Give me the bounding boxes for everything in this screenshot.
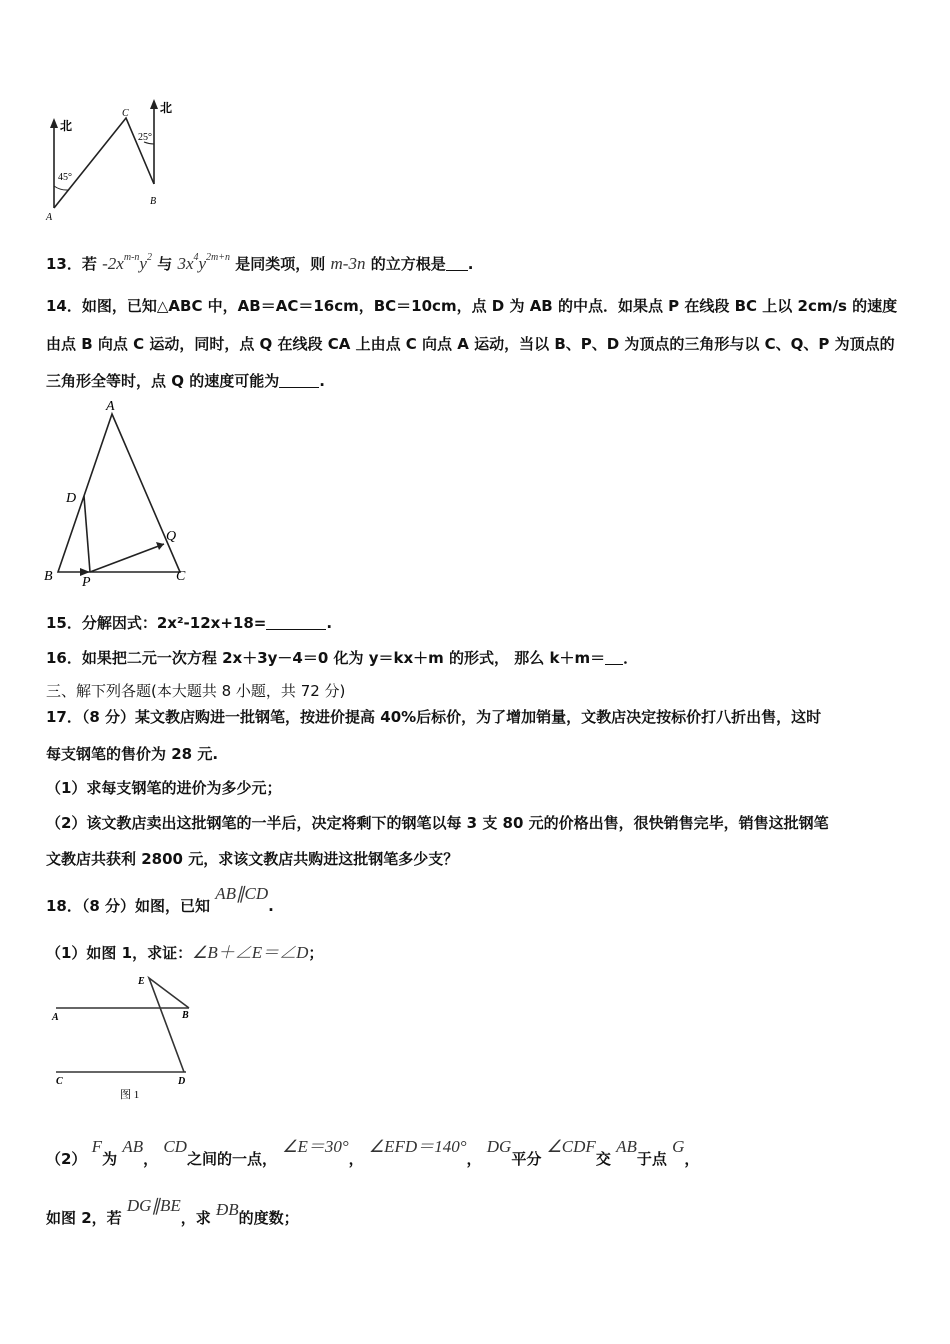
point-b-label: B <box>150 196 157 207</box>
section-3-heading: 三、解下列各题(本大题共 8 小题，共 72 分) <box>46 682 346 700</box>
fig1-label-d: D <box>178 1076 186 1087</box>
label-b: B <box>44 569 53 584</box>
question-13: 13．若 $-2x^{m-n}y^2$ 与 $3x^4y^{2m+n}$ 是同类项，则 m-3n 的立方根是 . <box>46 252 474 273</box>
point-a-label: A <box>46 212 53 222</box>
angle-label-45: 45° <box>58 172 72 183</box>
question-18-figure-2: 如图 2，若 DG∥BE，求 ÐB的度数； <box>46 1196 299 1227</box>
question-17-line-1: 17．（8 分）某文教店购进一批钢笔，按进价提高 40%后标价，为了增加销量，文教店决定按标价打八折出售，这时 <box>46 708 822 726</box>
fig1-label-c: C <box>56 1076 63 1087</box>
label-q: Q <box>166 529 177 544</box>
angle-label-25: 25° <box>138 132 152 143</box>
question-18-sub-2: （2） F为 AB， CD之间的一点， ∠E＝30°， ∠EFD＝140°， DG平分 ∠CDF交 AB于点 G， <box>46 1137 700 1168</box>
point-c-label: C <box>122 108 129 119</box>
triangle-figure <box>40 396 200 588</box>
question-14-line-2: 由点 B 向点 C 运动，同时，点 Q 在线段 CA 上由点 C 向点 A 运动，当以 B、P、D 为顶点的三角形与以 C、Q、P 为顶点的 <box>46 335 895 353</box>
north-label-a: 北 <box>60 119 73 133</box>
question-14-line-3: 三角形全等时，点 Q 的速度可能为 . <box>46 372 325 390</box>
fig1-caption: 图 1 <box>120 1089 140 1101</box>
fig1-label-e: E <box>138 976 145 987</box>
question-17-sub-2b: 文教店共获利 2800 元，求该文教店共购进这批钢笔多少支？ <box>46 850 459 868</box>
question-17-sub-1: （1）求每支钢笔的进价为多少元； <box>46 779 282 797</box>
fig1-label-a: A <box>52 1012 59 1023</box>
label-p: P <box>82 575 91 588</box>
segment-dp <box>84 496 90 572</box>
label-d: D <box>66 491 77 506</box>
bearing-figure <box>40 98 190 222</box>
path-bed <box>149 978 189 1072</box>
figure-1 <box>44 970 204 1104</box>
label-a: A <box>106 399 115 414</box>
question-16: 16．如果把二元一次方程 2x＋3y－4＝0 化为 y＝kx＋m 的形式， 那么 k＋m＝ ． <box>46 649 639 667</box>
question-17-line-2: 每支钢笔的售价为 28 元. <box>46 745 219 763</box>
north-label-b: 北 <box>160 101 173 115</box>
question-17-sub-2a: （2）该文教店卖出这批钢笔的一半后，决定将剩下的钢笔以每 3 支 80 元的价格出售，很快销售完毕，销售这批钢笔 <box>46 814 829 832</box>
question-14-line-1: 14．如图，已知△ABC 中，AB＝AC＝16cm，BC＝10cm，点 D 为 AB 的中点．如果点 P 在线段 BC 上以 2cm/s 的速度 <box>46 297 898 315</box>
label-c: C <box>176 569 186 584</box>
fig1-label-b: B <box>182 1010 189 1021</box>
triangle-abc <box>58 414 180 572</box>
segment-pq <box>90 544 164 572</box>
question-15: 15．分解因式：2x²-12x+18= . <box>46 614 333 632</box>
question-18-sub-1: （1）如图 1，求证：∠B＋∠E＝∠D； <box>46 943 324 962</box>
question-18-intro: 18．（8 分）如图，已知 AB∥CD. <box>46 884 274 915</box>
